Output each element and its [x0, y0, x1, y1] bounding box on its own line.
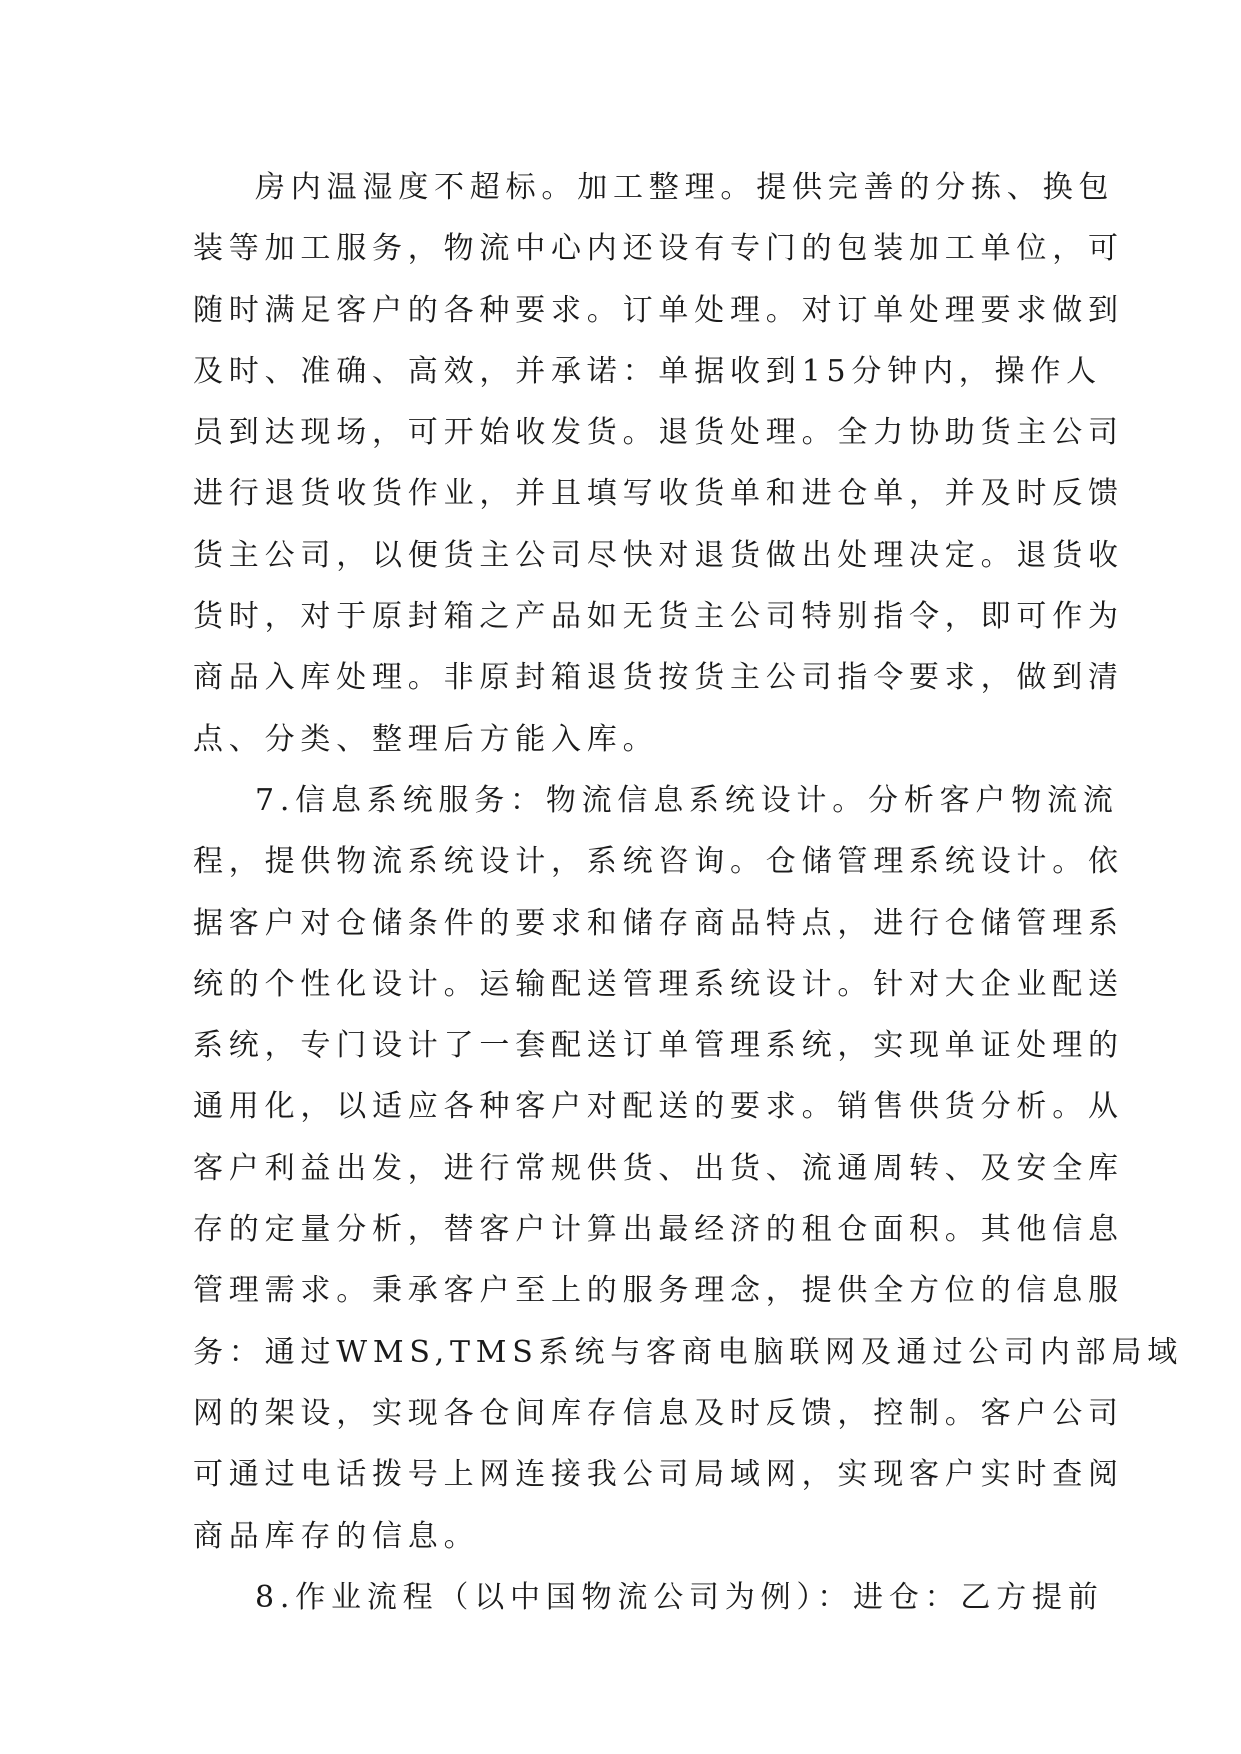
text-line: 商品入库处理。非原封箱退货按货主公司指令要求，做到清	[193, 660, 1124, 696]
text-line: 网的架设，实现各仓间库存信息及时反馈，控制。客户公司	[193, 1395, 1124, 1431]
paragraph	[193, 157, 1124, 770]
paragraph	[193, 770, 1184, 1567]
text-line: 随时满足客户的各种要求。订单处理。对订单处理要求做到	[193, 292, 1124, 328]
text-line: 客户利益出发，进行常规供货、出货、流通周转、及安全库	[193, 1150, 1124, 1186]
text-line: 务：通过WMS,TMS系统与客商电脑联网及通过公司内部局域	[193, 1334, 1184, 1370]
text-line: 存的定量分析，替客户计算出最经济的租仓面积。其他信息	[193, 1212, 1124, 1248]
text-line: 装等加工服务，物流中心内还设有专门的包装加工单位，可	[193, 231, 1124, 267]
text-line: 货主公司，以便货主公司尽快对退货做出处理决定。退货收	[193, 537, 1124, 573]
text-line: 系统，专门设计了一套配送订单管理系统，实现单证处理的	[193, 1028, 1124, 1064]
paragraph	[193, 1567, 1104, 1628]
text-line: 管理需求。秉承客户至上的服务理念，提供全方位的信息服	[193, 1273, 1124, 1309]
text-line: 及时、准确、高效，并承诺：单据收到15分钟内，操作人	[193, 353, 1102, 389]
text-line: 点、分类、整理后方能入库。	[193, 721, 659, 757]
text-line: 房内温湿度不超标。加工整理。提供完善的分拣、换包	[255, 170, 1115, 205]
text-line: 货时，对于原封箱之产品如无货主公司特别指令，即可作为	[193, 599, 1124, 635]
text-line: 8.作业流程（以中国物流公司为例）：进仓：乙方提前	[255, 1579, 1104, 1615]
text-line: 进行退货收货作业，并且填写收货单和进仓单，并及时反馈	[193, 476, 1124, 512]
text-line: 员到达现场，可开始收发货。退货处理。全力协助货主公司	[193, 415, 1124, 451]
text-line: 程，提供物流系统设计，系统咨询。仓储管理系统设计。依	[193, 844, 1124, 880]
text-line: 商品库存的信息。	[193, 1518, 480, 1554]
text-line: 据客户对仓储条件的要求和储存商品特点，进行仓储管理系	[193, 905, 1124, 941]
text-line: 7.信息系统服务：物流信息系统设计。分析客户物流流	[255, 782, 1119, 818]
text-line: 统的个性化设计。运输配送管理系统设计。针对大企业配送	[193, 966, 1124, 1002]
text-line: 可通过电话拨号上网连接我公司局域网，实现客户实时查阅	[193, 1457, 1124, 1493]
text-line: 通用化，以适应各种客户对配送的要求。销售供货分析。从	[193, 1089, 1124, 1125]
document-body	[193, 157, 1184, 1628]
